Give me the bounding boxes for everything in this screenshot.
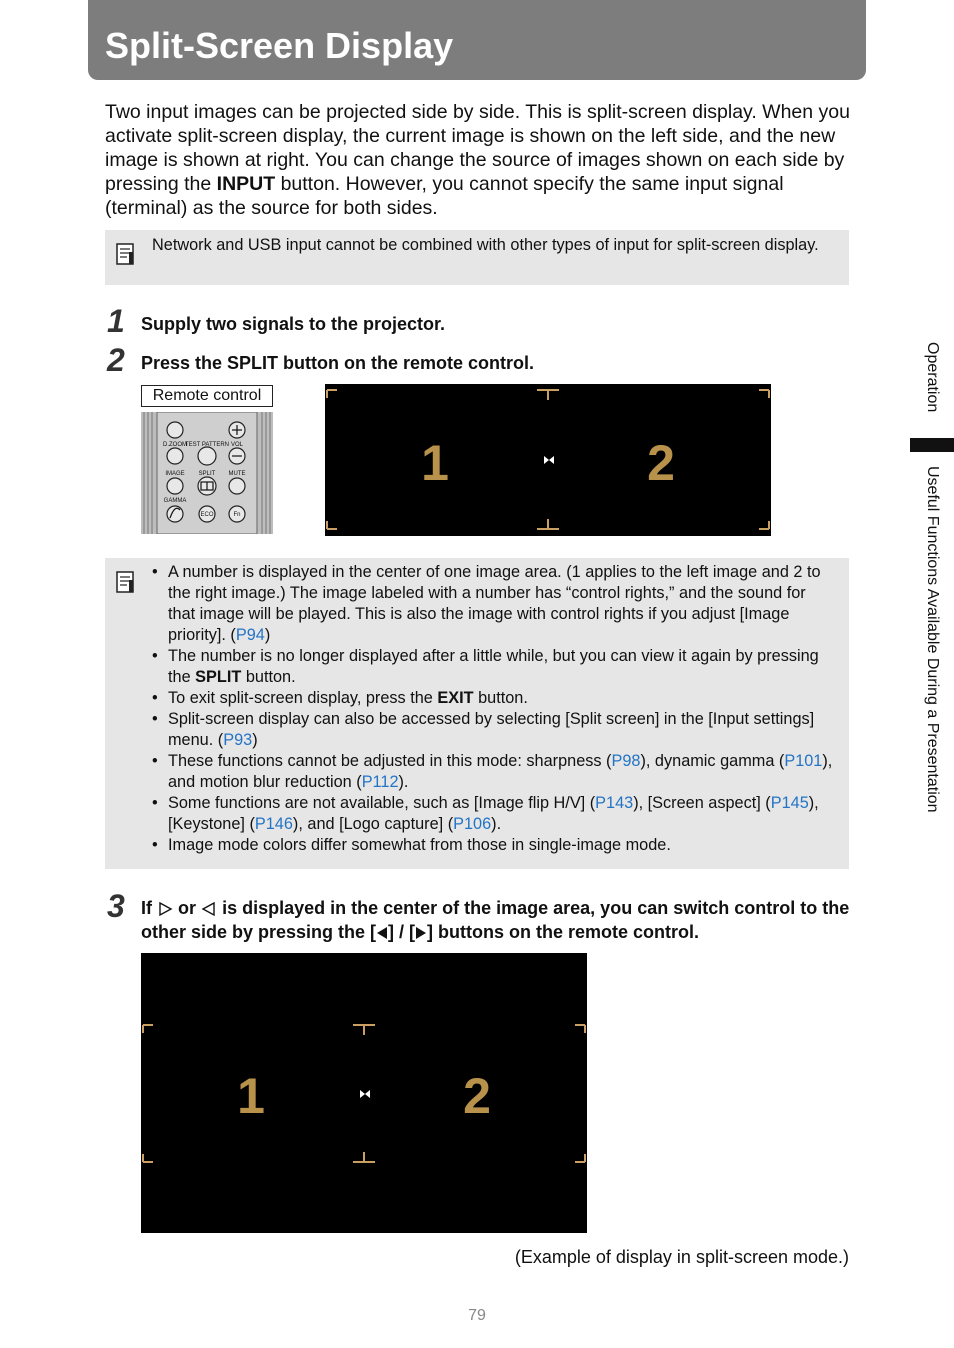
center-marker-icon xyxy=(360,1090,370,1098)
page-link[interactable]: P94 xyxy=(235,626,265,644)
center-marker-icon xyxy=(544,456,554,464)
left-triangle-outline-icon xyxy=(201,901,217,917)
test-pattern-label: TEST PATTERN xyxy=(184,442,230,448)
page-title: Split-Screen Display xyxy=(105,25,454,66)
step-3-number: 3 xyxy=(107,888,125,924)
note-bullet: • Some functions are not available, such as [Image flip H/V] (P143), [Screen aspect] (P145), [Keystone] (P146), and [Logo capture] (P106). xyxy=(152,793,837,835)
page-link[interactable]: P106 xyxy=(453,815,492,833)
page-number: 79 xyxy=(468,1307,486,1324)
split-label: SPLIT xyxy=(198,471,216,477)
dzoom-label: D.ZOOM xyxy=(163,442,187,448)
page-link[interactable]: P146 xyxy=(254,815,293,833)
mute-label: MUTE xyxy=(228,471,246,477)
vol-label: VOL xyxy=(230,442,244,448)
note-bullet: • Split-screen display can also be accessed by selecting [Split screen] in the [Input settings] menu. (P93) xyxy=(152,709,837,751)
memo-icon xyxy=(115,568,137,594)
page-link[interactable]: P93 xyxy=(223,731,253,749)
right-image-number: 2 xyxy=(647,435,675,491)
split-screen-example-1 xyxy=(325,384,771,536)
note-1-text: Network and USB input cannot be combined with other types of input for split-screen display. xyxy=(152,236,819,254)
step-2-text: Press the SPLIT button on the remote control. xyxy=(141,353,535,373)
side-tab-section[interactable]: Operation xyxy=(924,342,941,413)
page-link[interactable]: P101 xyxy=(784,752,823,770)
left-image-number: 1 xyxy=(421,435,449,491)
page-link[interactable]: P112 xyxy=(361,773,399,791)
right-image-number: 2 xyxy=(463,1068,491,1124)
page-link[interactable]: P145 xyxy=(770,794,809,812)
page-link[interactable]: P143 xyxy=(595,794,634,812)
side-tab-divider xyxy=(910,438,954,452)
note-bullet: • To exit split-screen display, press the EXIT button. xyxy=(152,688,837,709)
note-bullet: • The number is no longer displayed after a little while, but you can view it again by pressing the SPLIT button. xyxy=(152,646,837,688)
note-box-2 xyxy=(105,558,849,869)
left-arrow-button-icon xyxy=(376,926,388,940)
right-triangle-outline-icon xyxy=(157,901,173,917)
left-image-number: 1 xyxy=(237,1068,265,1124)
note-box-1 xyxy=(105,230,849,285)
page-link[interactable]: P98 xyxy=(611,752,641,770)
step-3-text: If or is displayed in the center of the image area, you can switch control to the other side by pressing the [ ] / [ ] buttons on the remote control. xyxy=(141,898,850,942)
note-bullet: • A number is displayed in the center of one image area. (1 applies to the left image and 2 to the right image.) The image labeled with a number has “control rights,” and the sound for that image will be played. This is also the image with control rights if you adjust [Image priority]. (P94) xyxy=(152,562,837,646)
image-label: IMAGE xyxy=(165,471,185,477)
figure-caption: (Example of display in split-screen mode.) xyxy=(514,1247,849,1267)
side-tab-chapter[interactable]: Useful Functions Available During a Presentation xyxy=(924,466,941,813)
step-1-number: 1 xyxy=(107,303,125,339)
fn-label: Fn xyxy=(233,512,241,518)
remote-control-label: Remote control xyxy=(141,385,273,407)
note-bullet: • These functions cannot be adjusted in this mode: sharpness (P98), dynamic gamma (P101), and motion blur reduction (P112). xyxy=(152,751,837,793)
split-screen-example-2 xyxy=(141,953,587,1233)
intro-paragraph: Two input images can be projected side by side. This is split-screen display. When you activate split-screen display, the current image is shown on the left side, and the new image is shown at right. You can change the source of images shown on each side by pressing the INPUT button. However, you cannot specify the same input signal (terminal) as the source for both sides. xyxy=(105,101,850,219)
eco-label: ECO xyxy=(200,512,214,518)
right-arrow-button-icon xyxy=(415,926,427,940)
remote-control-image xyxy=(141,412,273,534)
title-bar xyxy=(88,0,866,80)
gamma-label: GAMMA xyxy=(163,498,187,504)
memo-icon xyxy=(115,240,137,266)
step-1-text: Supply two signals to the projector. xyxy=(141,314,446,334)
note-2-list xyxy=(152,562,837,856)
note-bullet: • Image mode colors differ somewhat from those in single-image mode. xyxy=(152,835,837,856)
step-2-number: 2 xyxy=(107,342,125,378)
